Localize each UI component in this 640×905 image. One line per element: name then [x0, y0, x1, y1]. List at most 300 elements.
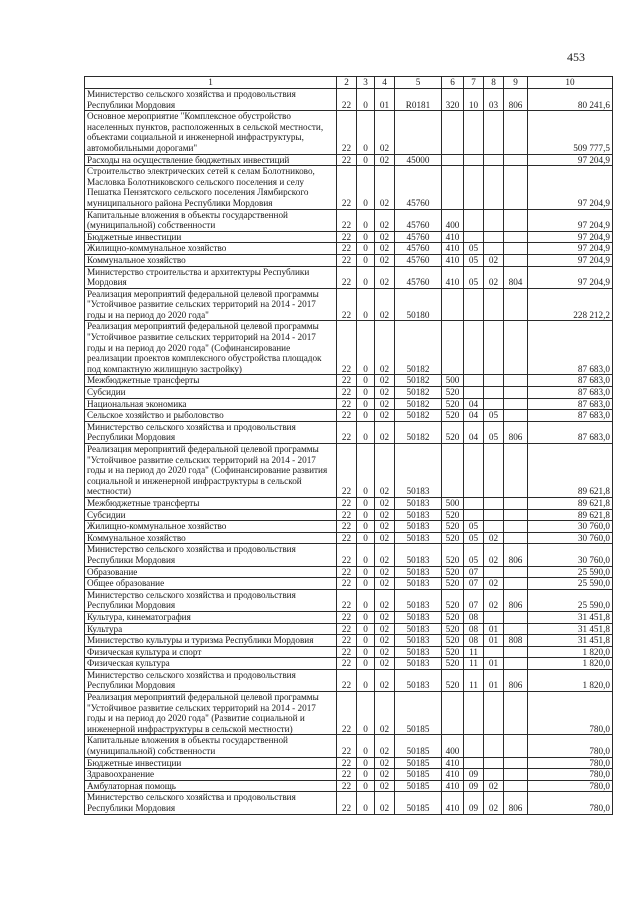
code-cell: 02: [375, 769, 395, 781]
code-cell: 0: [357, 410, 375, 422]
amount-cell: 89 621,8: [528, 497, 613, 509]
code-cell: 50182: [395, 387, 442, 399]
code-cell: [484, 166, 504, 209]
description-cell: Министерство культуры и туризма Республики Мордовия: [85, 635, 337, 647]
table-row: [85, 231, 613, 243]
code-cell: 808: [504, 635, 528, 647]
code-cell: [504, 410, 528, 422]
code-cell: 0: [357, 544, 375, 566]
table-row: [85, 209, 613, 231]
code-cell: 50183: [395, 509, 442, 521]
code-cell: 50183: [395, 658, 442, 670]
code-cell: 806: [504, 669, 528, 691]
code-cell: 02: [375, 497, 395, 509]
code-cell: 02: [375, 792, 395, 814]
code-cell: [484, 387, 504, 399]
code-cell: [484, 231, 504, 243]
code-cell: 02: [484, 578, 504, 590]
code-cell: [464, 735, 484, 757]
code-cell: 0: [357, 780, 375, 792]
code-cell: 22: [337, 521, 357, 533]
code-cell: [484, 611, 504, 623]
code-cell: 520: [442, 509, 464, 521]
code-cell: [442, 166, 464, 209]
code-cell: 520: [442, 521, 464, 533]
column-header: 4: [375, 77, 395, 89]
description-cell: Физическая культура и спорт: [85, 646, 337, 658]
code-cell: 410: [442, 243, 464, 255]
code-cell: 45760: [395, 231, 442, 243]
code-cell: 01: [484, 669, 504, 691]
code-cell: 22: [337, 266, 357, 288]
code-cell: 50185: [395, 769, 442, 781]
description-cell: Министерство сельского хозяйства и продовольствия Республики Мордовия: [85, 589, 337, 611]
code-cell: 50185: [395, 757, 442, 769]
code-cell: [504, 166, 528, 209]
code-cell: 0: [357, 89, 375, 111]
code-cell: 02: [375, 735, 395, 757]
code-cell: 02: [375, 387, 395, 399]
code-cell: 520: [442, 646, 464, 658]
code-cell: 0: [357, 421, 375, 443]
code-cell: [464, 154, 484, 166]
code-cell: 02: [484, 544, 504, 566]
code-cell: 02: [375, 780, 395, 792]
code-cell: [504, 611, 528, 623]
code-cell: 22: [337, 375, 357, 387]
code-cell: 22: [337, 111, 357, 154]
description-cell: Жилищно-коммунальное хозяйство: [85, 521, 337, 533]
code-cell: 0: [357, 243, 375, 255]
description-cell: Культура: [85, 623, 337, 635]
description-cell: Жилищно-коммунальное хозяйство: [85, 243, 337, 255]
code-cell: [484, 509, 504, 521]
description-cell: Здравоохранение: [85, 769, 337, 781]
description-cell: Коммунальное хозяйство: [85, 254, 337, 266]
amount-cell: 31 451,8: [528, 623, 613, 635]
table-row: [85, 89, 613, 111]
code-cell: 11: [464, 658, 484, 670]
amount-cell: 87 683,0: [528, 421, 613, 443]
code-cell: 45760: [395, 166, 442, 209]
code-cell: 01: [484, 635, 504, 647]
code-cell: 22: [337, 398, 357, 410]
code-cell: 45000: [395, 154, 442, 166]
code-cell: [504, 231, 528, 243]
code-cell: 45760: [395, 243, 442, 255]
code-cell: 09: [464, 769, 484, 781]
code-cell: 50185: [395, 692, 442, 735]
code-cell: 50182: [395, 398, 442, 410]
code-cell: 0: [357, 589, 375, 611]
amount-cell: 31 451,8: [528, 611, 613, 623]
amount-cell: 97 204,9: [528, 231, 613, 243]
code-cell: 0: [357, 154, 375, 166]
description-cell: Реализация мероприятий федеральной целевой программы "Устойчивое развитие сельских территорий на 2014 - 2017 годы и на период до 2020 года": [85, 288, 337, 321]
code-cell: 410: [442, 757, 464, 769]
table-row: [85, 544, 613, 566]
amount-cell: 1 820,0: [528, 669, 613, 691]
column-header: 3: [357, 77, 375, 89]
table-row: [85, 444, 613, 498]
amount-cell: 509 777,5: [528, 111, 613, 154]
table-row: [85, 266, 613, 288]
description-cell: Строительство электрических сетей к селам Болотниково, Масловка Болотниковского сельского поселения и селу Пешатка Пензятского сельского поселения Лямбирского муниципального района Республики Мордовия: [85, 166, 337, 209]
code-cell: 22: [337, 692, 357, 735]
code-cell: 0: [357, 611, 375, 623]
code-cell: 22: [337, 321, 357, 375]
code-cell: 520: [442, 421, 464, 443]
amount-cell: 30 760,0: [528, 521, 613, 533]
code-cell: 520: [442, 589, 464, 611]
code-cell: 22: [337, 735, 357, 757]
code-cell: [484, 111, 504, 154]
code-cell: 50183: [395, 444, 442, 498]
code-cell: 22: [337, 444, 357, 498]
amount-cell: 97 204,9: [528, 254, 613, 266]
code-cell: 804: [504, 266, 528, 288]
code-cell: [504, 532, 528, 544]
code-cell: 50182: [395, 421, 442, 443]
code-cell: 11: [464, 646, 484, 658]
amount-cell: 30 760,0: [528, 532, 613, 544]
code-cell: [484, 566, 504, 578]
code-cell: [484, 375, 504, 387]
code-cell: 22: [337, 757, 357, 769]
code-cell: 02: [375, 243, 395, 255]
table-row: [85, 111, 613, 154]
code-cell: 410: [442, 792, 464, 814]
code-cell: 0: [357, 635, 375, 647]
table-row: [85, 769, 613, 781]
code-cell: 50183: [395, 589, 442, 611]
description-cell: Национальная экономика: [85, 398, 337, 410]
code-cell: [484, 497, 504, 509]
code-cell: 02: [375, 375, 395, 387]
description-cell: Межбюджетные трансферты: [85, 375, 337, 387]
description-cell: Образование: [85, 566, 337, 578]
code-cell: 50180: [395, 288, 442, 321]
amount-cell: 25 590,0: [528, 578, 613, 590]
table-body: [85, 77, 613, 815]
code-cell: 22: [337, 646, 357, 658]
code-cell: 50185: [395, 780, 442, 792]
code-cell: [484, 646, 504, 658]
code-cell: 22: [337, 589, 357, 611]
code-cell: [464, 387, 484, 399]
code-cell: [442, 444, 464, 498]
code-cell: 0: [357, 578, 375, 590]
code-cell: 0: [357, 254, 375, 266]
code-cell: 02: [375, 154, 395, 166]
code-cell: [504, 111, 528, 154]
code-cell: 02: [375, 398, 395, 410]
code-cell: 02: [375, 266, 395, 288]
code-cell: 50185: [395, 792, 442, 814]
description-cell: Министерство сельского хозяйства и продовольствия Республики Мордовия: [85, 89, 337, 111]
code-cell: 22: [337, 254, 357, 266]
table-row: [85, 521, 613, 533]
code-cell: [504, 243, 528, 255]
description-cell: Министерство сельского хозяйства и продовольствия Республики Мордовия: [85, 792, 337, 814]
code-cell: 22: [337, 635, 357, 647]
table-row: [85, 509, 613, 521]
amount-cell: 31 451,8: [528, 635, 613, 647]
description-cell: Культура, кинематография: [85, 611, 337, 623]
table-row: [85, 254, 613, 266]
amount-cell: 97 204,9: [528, 166, 613, 209]
code-cell: 45760: [395, 209, 442, 231]
code-cell: 07: [464, 589, 484, 611]
description-cell: Бюджетные инвестиции: [85, 231, 337, 243]
amount-cell: 87 683,0: [528, 375, 613, 387]
code-cell: 02: [484, 780, 504, 792]
code-cell: 22: [337, 410, 357, 422]
amount-cell: 228 212,2: [528, 288, 613, 321]
code-cell: [464, 497, 484, 509]
code-cell: [442, 692, 464, 735]
code-cell: 0: [357, 792, 375, 814]
code-cell: 0: [357, 497, 375, 509]
code-cell: 0: [357, 669, 375, 691]
column-header: 8: [484, 77, 504, 89]
code-cell: 22: [337, 421, 357, 443]
description-cell: Коммунальное хозяйство: [85, 532, 337, 544]
code-cell: 50182: [395, 410, 442, 422]
code-cell: 50183: [395, 566, 442, 578]
code-cell: 11: [464, 669, 484, 691]
code-cell: [484, 288, 504, 321]
code-cell: 0: [357, 509, 375, 521]
code-cell: [504, 509, 528, 521]
code-cell: 02: [375, 288, 395, 321]
table-row: [85, 658, 613, 670]
code-cell: 02: [484, 266, 504, 288]
code-cell: 0: [357, 444, 375, 498]
code-cell: 45760: [395, 254, 442, 266]
code-cell: 520: [442, 578, 464, 590]
code-cell: 22: [337, 209, 357, 231]
code-cell: 05: [484, 410, 504, 422]
code-cell: 50182: [395, 375, 442, 387]
description-cell: Министерство сельского хозяйства и продовольствия Республики Мордовия: [85, 421, 337, 443]
code-cell: 22: [337, 89, 357, 111]
code-cell: 01: [375, 89, 395, 111]
code-cell: 50183: [395, 544, 442, 566]
code-cell: 0: [357, 209, 375, 231]
code-cell: 50183: [395, 635, 442, 647]
code-cell: [504, 623, 528, 635]
code-cell: [464, 444, 484, 498]
description-cell: Амбулаторная помощь: [85, 780, 337, 792]
code-cell: 520: [442, 611, 464, 623]
table-row: [85, 669, 613, 691]
code-cell: 22: [337, 544, 357, 566]
code-cell: 520: [442, 658, 464, 670]
column-header: 9: [504, 77, 528, 89]
code-cell: 10: [464, 89, 484, 111]
code-cell: 50183: [395, 611, 442, 623]
code-cell: 22: [337, 532, 357, 544]
table-row: [85, 154, 613, 166]
code-cell: 05: [464, 532, 484, 544]
description-cell: Бюджетные инвестиции: [85, 757, 337, 769]
amount-cell: 87 683,0: [528, 398, 613, 410]
code-cell: 05: [464, 243, 484, 255]
code-cell: 520: [442, 398, 464, 410]
code-cell: [504, 692, 528, 735]
code-cell: 806: [504, 89, 528, 111]
code-cell: 02: [375, 254, 395, 266]
code-cell: [504, 375, 528, 387]
amount-cell: 97 204,9: [528, 243, 613, 255]
code-cell: 50183: [395, 669, 442, 691]
code-cell: 0: [357, 735, 375, 757]
table-row: [85, 646, 613, 658]
code-cell: 07: [464, 578, 484, 590]
code-cell: [504, 154, 528, 166]
table-row: [85, 497, 613, 509]
code-cell: [464, 231, 484, 243]
code-cell: 0: [357, 646, 375, 658]
amount-cell: 97 204,9: [528, 266, 613, 288]
table-row: [85, 243, 613, 255]
code-cell: 08: [464, 623, 484, 635]
description-cell: Министерство сельского хозяйства и продовольствия Республики Мордовия: [85, 669, 337, 691]
code-cell: 05: [464, 254, 484, 266]
table-row: [85, 421, 613, 443]
amount-cell: 97 204,9: [528, 209, 613, 231]
code-cell: 0: [357, 266, 375, 288]
code-cell: [484, 209, 504, 231]
description-cell: Физическая культура: [85, 658, 337, 670]
code-cell: [504, 578, 528, 590]
code-cell: 0: [357, 166, 375, 209]
amount-cell: 780,0: [528, 735, 613, 757]
code-cell: 410: [442, 254, 464, 266]
code-cell: 02: [375, 646, 395, 658]
code-cell: 0: [357, 769, 375, 781]
code-cell: 02: [375, 321, 395, 375]
page-number: 453: [567, 50, 585, 64]
code-cell: R0181: [395, 89, 442, 111]
amount-cell: 87 683,0: [528, 387, 613, 399]
code-cell: 05: [484, 421, 504, 443]
budget-table: [84, 76, 613, 815]
table-row: [85, 532, 613, 544]
code-cell: 09: [464, 792, 484, 814]
code-cell: [504, 254, 528, 266]
code-cell: 02: [375, 410, 395, 422]
code-cell: 02: [375, 566, 395, 578]
code-cell: 22: [337, 154, 357, 166]
code-cell: 520: [442, 387, 464, 399]
code-cell: 04: [464, 421, 484, 443]
code-cell: 50183: [395, 521, 442, 533]
code-cell: 520: [442, 669, 464, 691]
code-cell: [464, 111, 484, 154]
description-cell: Субсидии: [85, 509, 337, 521]
code-cell: [484, 243, 504, 255]
code-cell: 410: [442, 266, 464, 288]
table-row: [85, 623, 613, 635]
code-cell: [504, 398, 528, 410]
code-cell: 02: [375, 444, 395, 498]
code-cell: 02: [375, 532, 395, 544]
code-cell: 520: [442, 544, 464, 566]
table-row: [85, 387, 613, 399]
code-cell: 22: [337, 166, 357, 209]
code-cell: [504, 780, 528, 792]
code-cell: 0: [357, 375, 375, 387]
code-cell: 02: [375, 589, 395, 611]
code-cell: [504, 497, 528, 509]
code-cell: 320: [442, 89, 464, 111]
description-cell: Расходы на осуществление бюджетных инвестиций: [85, 154, 337, 166]
column-header: 5: [395, 77, 442, 89]
column-header: 6: [442, 77, 464, 89]
code-cell: 02: [375, 623, 395, 635]
code-cell: 22: [337, 497, 357, 509]
code-cell: 22: [337, 231, 357, 243]
code-cell: [464, 692, 484, 735]
code-cell: 22: [337, 611, 357, 623]
code-cell: [442, 288, 464, 321]
code-cell: 500: [442, 497, 464, 509]
code-cell: [504, 387, 528, 399]
code-cell: 02: [375, 611, 395, 623]
code-cell: 02: [375, 509, 395, 521]
code-cell: 22: [337, 288, 357, 321]
code-cell: 50183: [395, 532, 442, 544]
code-cell: [484, 321, 504, 375]
column-header: 10: [528, 77, 613, 89]
code-cell: [464, 288, 484, 321]
table-row: [85, 321, 613, 375]
code-cell: [464, 375, 484, 387]
code-cell: 09: [464, 780, 484, 792]
code-cell: 410: [442, 769, 464, 781]
code-cell: 400: [442, 735, 464, 757]
code-cell: 0: [357, 623, 375, 635]
code-cell: 50183: [395, 497, 442, 509]
column-header: 2: [337, 77, 357, 89]
amount-cell: 780,0: [528, 757, 613, 769]
amount-cell: 780,0: [528, 792, 613, 814]
description-cell: Реализация мероприятий федеральной целевой программы "Устойчивое развитие сельских территорий на 2014 - 2017 годы и на период до 2020 года" (Софинансирование развития социальной и инженерной инфраструктуры в сельской местности): [85, 444, 337, 498]
table-row: [85, 410, 613, 422]
code-cell: 22: [337, 780, 357, 792]
table-row: [85, 692, 613, 735]
code-cell: 0: [357, 111, 375, 154]
description-cell: Министерство строительства и архитектуры Республики Мордовия: [85, 266, 337, 288]
code-cell: 02: [375, 658, 395, 670]
code-cell: 02: [375, 578, 395, 590]
code-cell: 02: [375, 669, 395, 691]
code-cell: [442, 154, 464, 166]
table-row: [85, 589, 613, 611]
amount-cell: 780,0: [528, 780, 613, 792]
amount-cell: 25 590,0: [528, 589, 613, 611]
code-cell: 22: [337, 387, 357, 399]
code-cell: 07: [464, 566, 484, 578]
code-cell: 410: [442, 231, 464, 243]
code-cell: [484, 692, 504, 735]
amount-cell: 1 820,0: [528, 646, 613, 658]
code-cell: [484, 735, 504, 757]
code-cell: [464, 509, 484, 521]
description-cell: Субсидии: [85, 387, 337, 399]
